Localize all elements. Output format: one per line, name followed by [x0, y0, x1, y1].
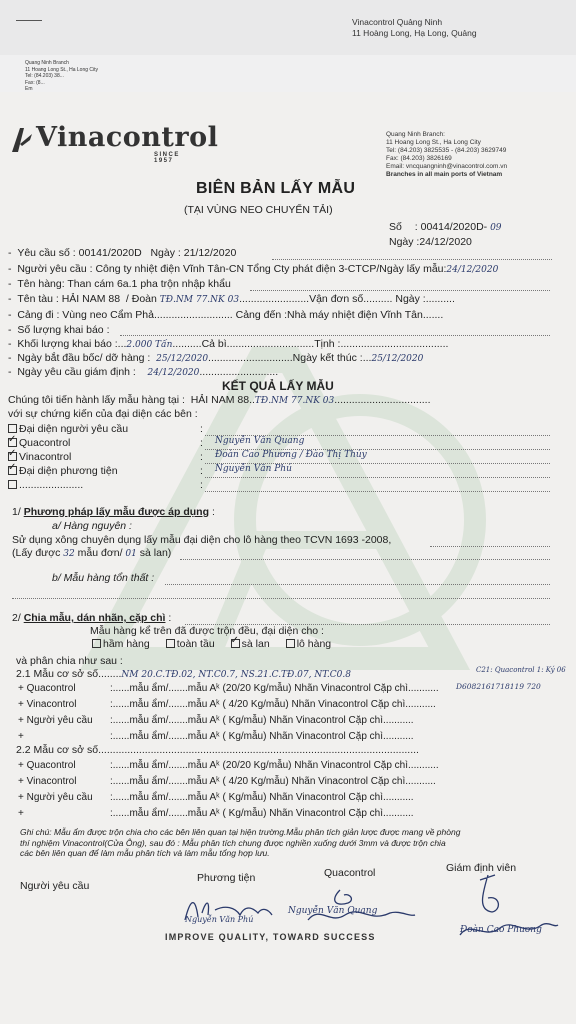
sign-vessel-label: Phương tiện — [197, 872, 256, 884]
sample-spec: ( 4/20 Kg/mẫu) Nhãn Vinacontrol Cặp chì — [222, 699, 406, 710]
section-1-num: 1/ — [12, 506, 21, 518]
party-row — [8, 437, 70, 449]
party-label: Quacontrol — [19, 437, 71, 449]
field-khoi-luong: - Khối lượng khai báo :...2.000 Tấn..........Cả bì..............................Tịnh :..................................... — [8, 338, 449, 350]
party-label: Đại diện người yêu cầu — [19, 423, 129, 435]
base-sample-22: 2.2 Mẫu cơ sở số.............................................................................................................. — [16, 744, 419, 756]
convoy-handwritten: TĐ.NM 77.NK 03 — [159, 295, 240, 305]
sample-dots: ........... — [408, 683, 439, 694]
party-colon: : — [200, 451, 203, 463]
sample-row — [18, 776, 436, 787]
dotted-line — [430, 546, 550, 547]
party-colon: : — [200, 465, 203, 477]
party-handwritten: Nguyễn Văn Phú — [215, 464, 292, 474]
request-date: Ngày : 21/12/2020 — [150, 247, 237, 259]
division-label: và phân chia như sau : — [16, 655, 123, 667]
base-sample-22-label: 2.2 Mẫu cơ sở số — [16, 744, 99, 756]
represents-option — [286, 638, 331, 650]
sample-party: + Người yêu cầu — [18, 715, 93, 726]
represents-option — [166, 638, 215, 650]
logo-mark-icon — [8, 124, 34, 154]
signature-inspector — [440, 870, 560, 950]
gross-label: Cả bì — [201, 338, 227, 350]
declared-quantity: Số lượng khai báo : — [17, 324, 110, 336]
sample-spec: ( Kg/mẫu) Nhãn Vinacontrol Cặp chì — [222, 792, 384, 803]
party-checkbox[interactable] — [8, 452, 17, 461]
dotted-line — [12, 598, 550, 599]
represents-option-label: toàn tầu — [176, 638, 215, 650]
represents-checkbox[interactable] — [231, 639, 240, 648]
signature-inspector-name: Đoàn Cao Phương — [460, 925, 542, 935]
doc-number-label: Số — [389, 221, 402, 233]
goods-name: Tên hàng: Than cám 6a.1 pha trộn nhập khẩu — [17, 278, 231, 290]
sample-spec: ( Kg/mẫu) Nhãn Vinacontrol Cặp chì — [222, 715, 384, 726]
request-number: Yêu cầu số : 00141/2020D — [17, 247, 142, 259]
field-ngay-giam-dinh: - Ngày yêu cầu giám định : 24/12/2020........................... — [8, 366, 279, 378]
represents-option — [231, 638, 270, 650]
bg-branch: Quang Ninh Branch — [25, 60, 69, 66]
bill-of-lading-label: Vận đơn số — [309, 293, 364, 305]
represents-checkbox[interactable] — [286, 639, 295, 648]
represents-option-label: lô hàng — [296, 638, 332, 650]
party-row — [8, 451, 71, 463]
sample-dots: ........... — [383, 808, 414, 819]
doc-number-handwritten: 09 — [490, 223, 502, 233]
sampling-date-handwritten: 24/12/2020 — [446, 265, 499, 275]
signature-quacontrol-name: Nguyễn Văn Quang — [288, 906, 378, 916]
sample-moisture: :......mẫu ẩm/.......mẫu Aᵏ — [110, 699, 220, 710]
dotted-line — [165, 584, 550, 585]
base-sample-21-note-handwritten: C21: Quacontrol 1: Ký 06 — [476, 666, 566, 674]
doc-date: Ngày :24/12/2020 — [389, 236, 472, 248]
bg-company: Vinacontrol Quảng Ninh — [352, 17, 443, 27]
sample-moisture: :......mẫu ẩm/.......mẫu Aᵏ — [110, 760, 220, 771]
sample-party: + Người yêu cầu — [18, 792, 93, 803]
requester: Người yêu cầu : Công ty nhiệt điện Vĩnh Tân-CN Tổng Cty phát điện 3-CTCP/Ngày lấy mẫu: — [17, 263, 447, 275]
samples-count-handwritten: 32 — [63, 549, 75, 559]
sample-row — [18, 792, 414, 803]
sample-spec: ( Kg/mẫu) Nhãn Vinacontrol Cặp chì — [222, 808, 384, 819]
background-address — [352, 17, 477, 39]
branch-email: Email: vncquangninh@vinacontrol.com.vn — [386, 163, 508, 170]
field-ten-tau: - Tên tàu : HẢI NAM 88 / Đoàn TĐ.NM 77.NK 03........................Vận đơn số.......... Ngày :.......... — [8, 293, 455, 305]
sample-dots: ........... — [383, 792, 414, 803]
signature-vessel — [180, 885, 280, 935]
loading-start-label: Ngày bắt đầu bốc/ dỡ hàng : — [17, 352, 151, 364]
section-1-colon: : — [211, 506, 215, 518]
sample-dots: ........... — [383, 715, 414, 726]
results-heading: KẾT QUẢ LẤY MẪU — [222, 379, 334, 393]
field-cang: - Cảng đi : Vùng neo Cẩm Phả........................... Cảng đến :Nhà máy nhiệt điện Vĩnh Tân....... — [8, 309, 444, 321]
document-subtitle: (TẠI VÙNG NEO CHUYỂN TẢI) — [184, 204, 333, 216]
field-so-luong: - Số lượng khai báo : — [8, 324, 110, 336]
represents-option-label: hầm hàng — [103, 638, 150, 650]
loading-end-label: Ngày kết thúc : — [292, 352, 363, 364]
branch-address: 11 Hoang Long St., Ha Long City — [386, 139, 481, 146]
dotted-line — [120, 335, 550, 336]
section-2-num: 2/ — [12, 612, 21, 624]
section-1-title: Phương pháp lấy mẫu được áp dụng — [23, 506, 210, 518]
bg-address-line: 11 Hoàng Long, Hạ Long, Quảng — [352, 28, 477, 38]
sample-spec: ( Kg/mẫu) Nhãn Vinacontrol Cặp chì — [222, 731, 384, 742]
party-colon: : — [200, 437, 203, 449]
party-handwritten: Nguyễn Văn Quang — [215, 436, 305, 446]
note-block — [20, 827, 460, 859]
logo-text: Vinacontrol — [36, 122, 219, 153]
sample-moisture: :......mẫu ẩm/.......mẫu Aᵏ — [110, 715, 220, 726]
sampling-vessel-handwritten: TĐ.NM 77.NK 03 — [254, 396, 335, 406]
bg-fax: Fax: (8... — [25, 79, 45, 86]
section-2-colon: : — [168, 612, 172, 624]
field-nguoi-yeu-cau: - Người yêu cầu : Công ty nhiệt điện Vĩnh Tân-CN Tổng Cty phát điện 3-CTCP/Ngày lấy mẫu:24/12/2020 — [8, 263, 499, 275]
section-1-heading — [12, 506, 215, 518]
branch-all-ports: Branches in all main ports of Vietnam — [386, 171, 503, 178]
sign-requester-label: Người yêu cầu — [20, 880, 90, 892]
section-2-heading — [12, 612, 171, 624]
sample-party: + Quacontrol — [18, 683, 76, 694]
sample-row — [18, 699, 436, 710]
bg-tel: Tel: (84.203) 38... — [25, 73, 64, 79]
represents-options — [92, 638, 347, 650]
sign-quacontrol-label: Quacontrol — [324, 867, 376, 879]
represents-checkbox[interactable] — [92, 639, 101, 648]
sample-spec: (20/20 Kg/mẫu) Nhãn Vinacontrol Cặp chì — [222, 683, 409, 694]
branch-info — [386, 131, 507, 179]
party-colon: : — [200, 479, 203, 491]
base-sample-21-label: 2.1 Mẫu cơ sở số — [16, 668, 99, 680]
sample-party: + Vinacontrol — [18, 699, 77, 710]
dotted-line — [180, 559, 550, 560]
sample-party: + — [18, 808, 24, 819]
declared-weight-label: Khối lượng khai báo : — [17, 338, 118, 350]
bill-date-label: Ngày : — [395, 293, 426, 305]
doc-number — [389, 221, 502, 233]
divider — [16, 20, 42, 21]
sample-moisture: :......mẫu ẩm/.......mẫu Aᵏ — [110, 683, 220, 694]
field-yeu-cau: - Yêu cầu số : 00141/2020D Ngày : 21/12/2020 — [8, 247, 237, 259]
inspection-date-handwritten: 24/12/2020 — [147, 368, 200, 378]
party-label: Đại diện phương tiện — [19, 465, 118, 477]
sample-represents-label: Mẫu hàng kể trên đã được trộn đều, đại diện cho : — [90, 625, 324, 637]
sample-party: + Quacontrol — [18, 760, 76, 771]
samples-taken-label: (Lấy được — [12, 547, 61, 559]
field-ngay-bat-dau: - Ngày bắt đầu bốc/ dỡ hàng : 25/12/2020.............................Ngày kết thúc :...25/12/2020 — [8, 352, 424, 364]
branch-fax: Fax: (84.203) 3826169 — [386, 155, 452, 162]
base-sample-21-handwritten: NM 20.C.TĐ.02, NT.C0.7, NS.21.C.TĐ.07, NT.C0.8 — [121, 670, 351, 680]
declared-weight-handwritten: 2.000 Tấn — [126, 340, 173, 350]
port-of-loading: Cảng đi : Vùng neo Cẩm Phả — [17, 309, 154, 321]
convoy-label: / Đoàn — [125, 293, 157, 305]
sample-spec: ( 4/20 Kg/mẫu) Nhãn Vinacontrol Cặp chì — [222, 776, 406, 787]
doc-number-value: : 00414/2020D- — [414, 221, 488, 233]
party-row — [8, 479, 83, 491]
sample-moisture: :......mẫu ẩm/.......mẫu Aᵏ — [110, 792, 220, 803]
net-label: Tịnh : — [314, 338, 341, 350]
sampling-vessel: HẢI NAM 88 — [190, 394, 250, 406]
vessel-name: Tên tàu : HẢI NAM 88 — [17, 293, 121, 305]
dotted-line — [205, 491, 550, 492]
party-row — [8, 465, 118, 477]
bg-em: Em — [25, 86, 33, 92]
inspection-date-label: Ngày yêu cầu giám định : — [17, 366, 136, 378]
sample-row — [18, 683, 439, 694]
loading-end-handwritten: 25/12/2020 — [371, 354, 424, 364]
witness-label: với sự chứng kiến của đại diện các bên : — [8, 408, 198, 420]
whole-cargo-label: a/ Hàng nguyên : — [52, 520, 132, 532]
sign-inspector-label: Giám định viên — [446, 862, 517, 874]
footer-slogan: IMPROVE QUALITY, TOWARD SUCCESS — [165, 932, 376, 942]
sample-dots: ........... — [405, 776, 436, 787]
party-checkbox[interactable] — [8, 438, 17, 447]
represents-checkbox[interactable] — [166, 639, 175, 648]
samples-taken — [12, 547, 171, 559]
port-of-discharge: Cảng đến :Nhà máy nhiệt điện Vĩnh Tân — [235, 309, 423, 321]
seal-handwritten: D6082161718119 720 — [456, 682, 541, 691]
note-line-2: thí nghiệm Vinacontrol(Cửa Ông), sau đó : Mẫu phân tích chung được nghiền xuống dưới 3mm và được trộn chia — [20, 837, 446, 848]
barges-handwritten: 01 — [125, 549, 137, 559]
document-title: BIÊN BẢN LẤY MẪU — [196, 180, 356, 197]
sample-dots: ........... — [405, 699, 436, 710]
single-samples-label: mẫu đơn/ — [77, 547, 123, 559]
dotted-line — [205, 477, 550, 478]
sample-row — [18, 731, 414, 742]
party-checkbox[interactable] — [8, 424, 17, 433]
party-checkbox[interactable] — [8, 466, 17, 475]
party-handwritten: Đoàn Cao Phương / Đào Thị Thúy — [215, 450, 367, 460]
method-text: Sử dụng xông chuyên dụng lấy mẫu đại diện cho lô hàng theo TCVN 1693 -2008, — [12, 534, 392, 546]
damaged-cargo-label: b/ Mẫu hàng tổn thất : — [52, 572, 155, 584]
logo-since: SINCE 1957 — [154, 152, 180, 164]
represents-option-label: sà lan — [241, 638, 270, 650]
base-sample-21: 2.1 Mẫu cơ sở số........NM 20.C.TĐ.02, NT.C0.7, NS.21.C.TĐ.07, NT.C0.8 — [16, 668, 351, 680]
note-line-1: Ghi chú: Mẫu ẩm được trộn chia cho các bên liên quan tại hiện trường.Mẫu phân tích giản lược được mang về phòng — [20, 827, 461, 837]
sample-moisture: :......mẫu ẩm/.......mẫu Aᵏ — [110, 808, 220, 819]
party-checkbox[interactable] — [8, 480, 17, 489]
field-ten-hang: - Tên hàng: Than cám 6a.1 pha trộn nhập khẩu — [8, 278, 231, 290]
sample-spec: (20/20 Kg/mẫu) Nhãn Vinacontrol Cặp chì — [222, 760, 409, 771]
barge-label: sà lan) — [139, 547, 172, 559]
sampling-place-label: Chúng tôi tiến hành lấy mẫu hàng tại : — [8, 394, 185, 406]
sampling-place: Chúng tôi tiến hành lấy mẫu hàng tại : HẢI NAM 88..TĐ.NM 77.NK 03................................. — [8, 394, 431, 406]
party-row — [8, 423, 128, 435]
dotted-line — [250, 290, 550, 291]
sample-party: + Vinacontrol — [18, 776, 77, 787]
sample-dots: ........... — [383, 731, 414, 742]
sample-row — [18, 808, 414, 819]
note-line-3: các bên liên quan để làm mẫu phân tích và làm mẫu tổng hợp lưu. — [20, 848, 270, 858]
loading-start-handwritten: 25/12/2020 — [156, 354, 209, 364]
party-dots: ...................... — [19, 479, 84, 491]
branch-name: Quang Ninh Branch: — [386, 131, 445, 138]
represents-option — [92, 638, 150, 650]
party-colon: : — [200, 423, 203, 435]
sample-row — [18, 760, 439, 771]
dotted-line — [272, 259, 552, 260]
bg-addr: 11 Hoang Long St., Ha Long City — [25, 66, 99, 73]
sample-party: + — [18, 731, 24, 742]
sample-moisture: :......mẫu ẩm/.......mẫu Aᵏ — [110, 731, 220, 742]
section-2-title: Chia mẫu, dán nhãn, cặp chì — [23, 612, 166, 624]
branch-tel: Tel: (84.203) 3825535 - (84.203) 3629749 — [386, 147, 507, 154]
sample-row — [18, 715, 414, 726]
party-label: Vinacontrol — [19, 451, 72, 463]
sample-moisture: :......mẫu ẩm/.......mẫu Aᵏ — [110, 776, 220, 787]
signature-vessel-name: Nguyễn Văn Phú — [185, 915, 254, 924]
sample-dots: ........... — [408, 760, 439, 771]
